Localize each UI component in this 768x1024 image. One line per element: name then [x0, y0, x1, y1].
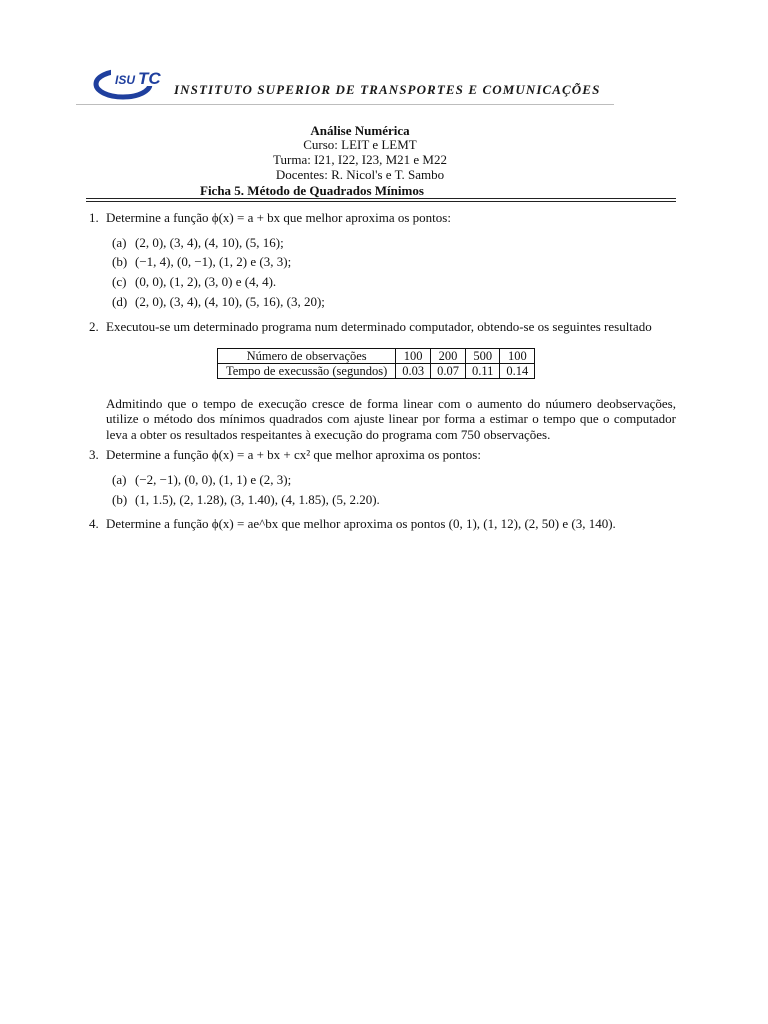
instructors: Docentes: R. Nicol's e T. Sambo: [275, 167, 445, 182]
question-number: 3.: [89, 447, 99, 462]
table-cell: 0.14: [500, 364, 535, 379]
table-row-label: Tempo de execussão (segundos): [218, 364, 396, 379]
question-number: 2.: [89, 319, 99, 334]
question-1-text: Determine a função ϕ(x) = a + bx que melhor aproxima os pontos:: [106, 210, 451, 225]
item-label: (b): [112, 254, 128, 269]
item-points: (−1, 4), (0, −1), (1, 2) e (3, 3);: [135, 254, 292, 269]
item-points: (1, 1.5), (2, 1.28), (3, 1.40), (4, 1.85), (5, 2.20).: [135, 492, 380, 507]
item-points: (0, 0), (1, 2), (3, 0) e (4, 4).: [135, 274, 277, 289]
svg-text:ISU: ISU: [115, 73, 136, 87]
title-rule-bottom: [86, 201, 676, 202]
question-2-paragraph: Admitindo que o tempo de execução cresce de forma linear com o aumento do núumero deobservações, utilize o método dos mínimos quadrados com ajuste linear por forma a estimar o tempo que o computador leva a obter os resultados respeitantes à execução do programa com 750 observações.: [106, 396, 676, 442]
question-2-text: Executou-se um determinado programa num determinado computador, obtendo-se os seguintes resultado: [106, 319, 652, 334]
table-cell: 0.07: [431, 364, 466, 379]
isutc-logo: [93, 62, 171, 102]
item-label: (c): [112, 274, 127, 289]
item-label: (a): [112, 472, 127, 487]
table-cell: 0.03: [396, 364, 431, 379]
course-programs: Curso: LEIT e LEMT: [303, 137, 417, 152]
item-points: (2, 0), (3, 4), (4, 10), (5, 16);: [135, 235, 284, 250]
observations-table: [217, 348, 535, 379]
svg-text:TC: TC: [138, 69, 161, 88]
table-cell: 0.11: [465, 364, 499, 379]
table-row: [218, 364, 535, 379]
institution-name: INSTITUTO SUPERIOR DE TRANSPORTES E COMUNICAÇÕES: [174, 82, 601, 97]
header-divider: [76, 104, 614, 105]
item-label: (b): [112, 492, 128, 507]
table-cell: 500: [465, 349, 499, 364]
class-groups: Turma: I21, I22, I23, M21 e M22: [273, 152, 447, 167]
item-label: (a): [112, 235, 127, 250]
table-row-label: Número de observações: [218, 349, 396, 364]
table-cell: 200: [431, 349, 466, 364]
item-label: (d): [112, 294, 128, 309]
question-number: 4.: [89, 516, 99, 531]
question-4-text: Determine a função ϕ(x) = ae^bx que melhor aproxima os pontos (0, 1), (1, 12), (2, 50) e (3, 140).: [106, 516, 616, 531]
question-3-text: Determine a função ϕ(x) = a + bx + cx² que melhor aproxima os pontos:: [106, 447, 481, 462]
table-row: [218, 349, 535, 364]
question-number: 1.: [89, 210, 99, 225]
item-points: (2, 0), (3, 4), (4, 10), (5, 16), (3, 20);: [135, 294, 325, 309]
table-cell: 100: [500, 349, 535, 364]
title-rule-top: [86, 198, 676, 199]
course-title: Análise Numérica: [310, 123, 410, 138]
worksheet-title: Ficha 5. Método de Quadrados Mínimos: [200, 183, 424, 198]
item-points: (−2, −1), (0, 0), (1, 1) e (2, 3);: [135, 472, 292, 487]
table-cell: 100: [396, 349, 431, 364]
